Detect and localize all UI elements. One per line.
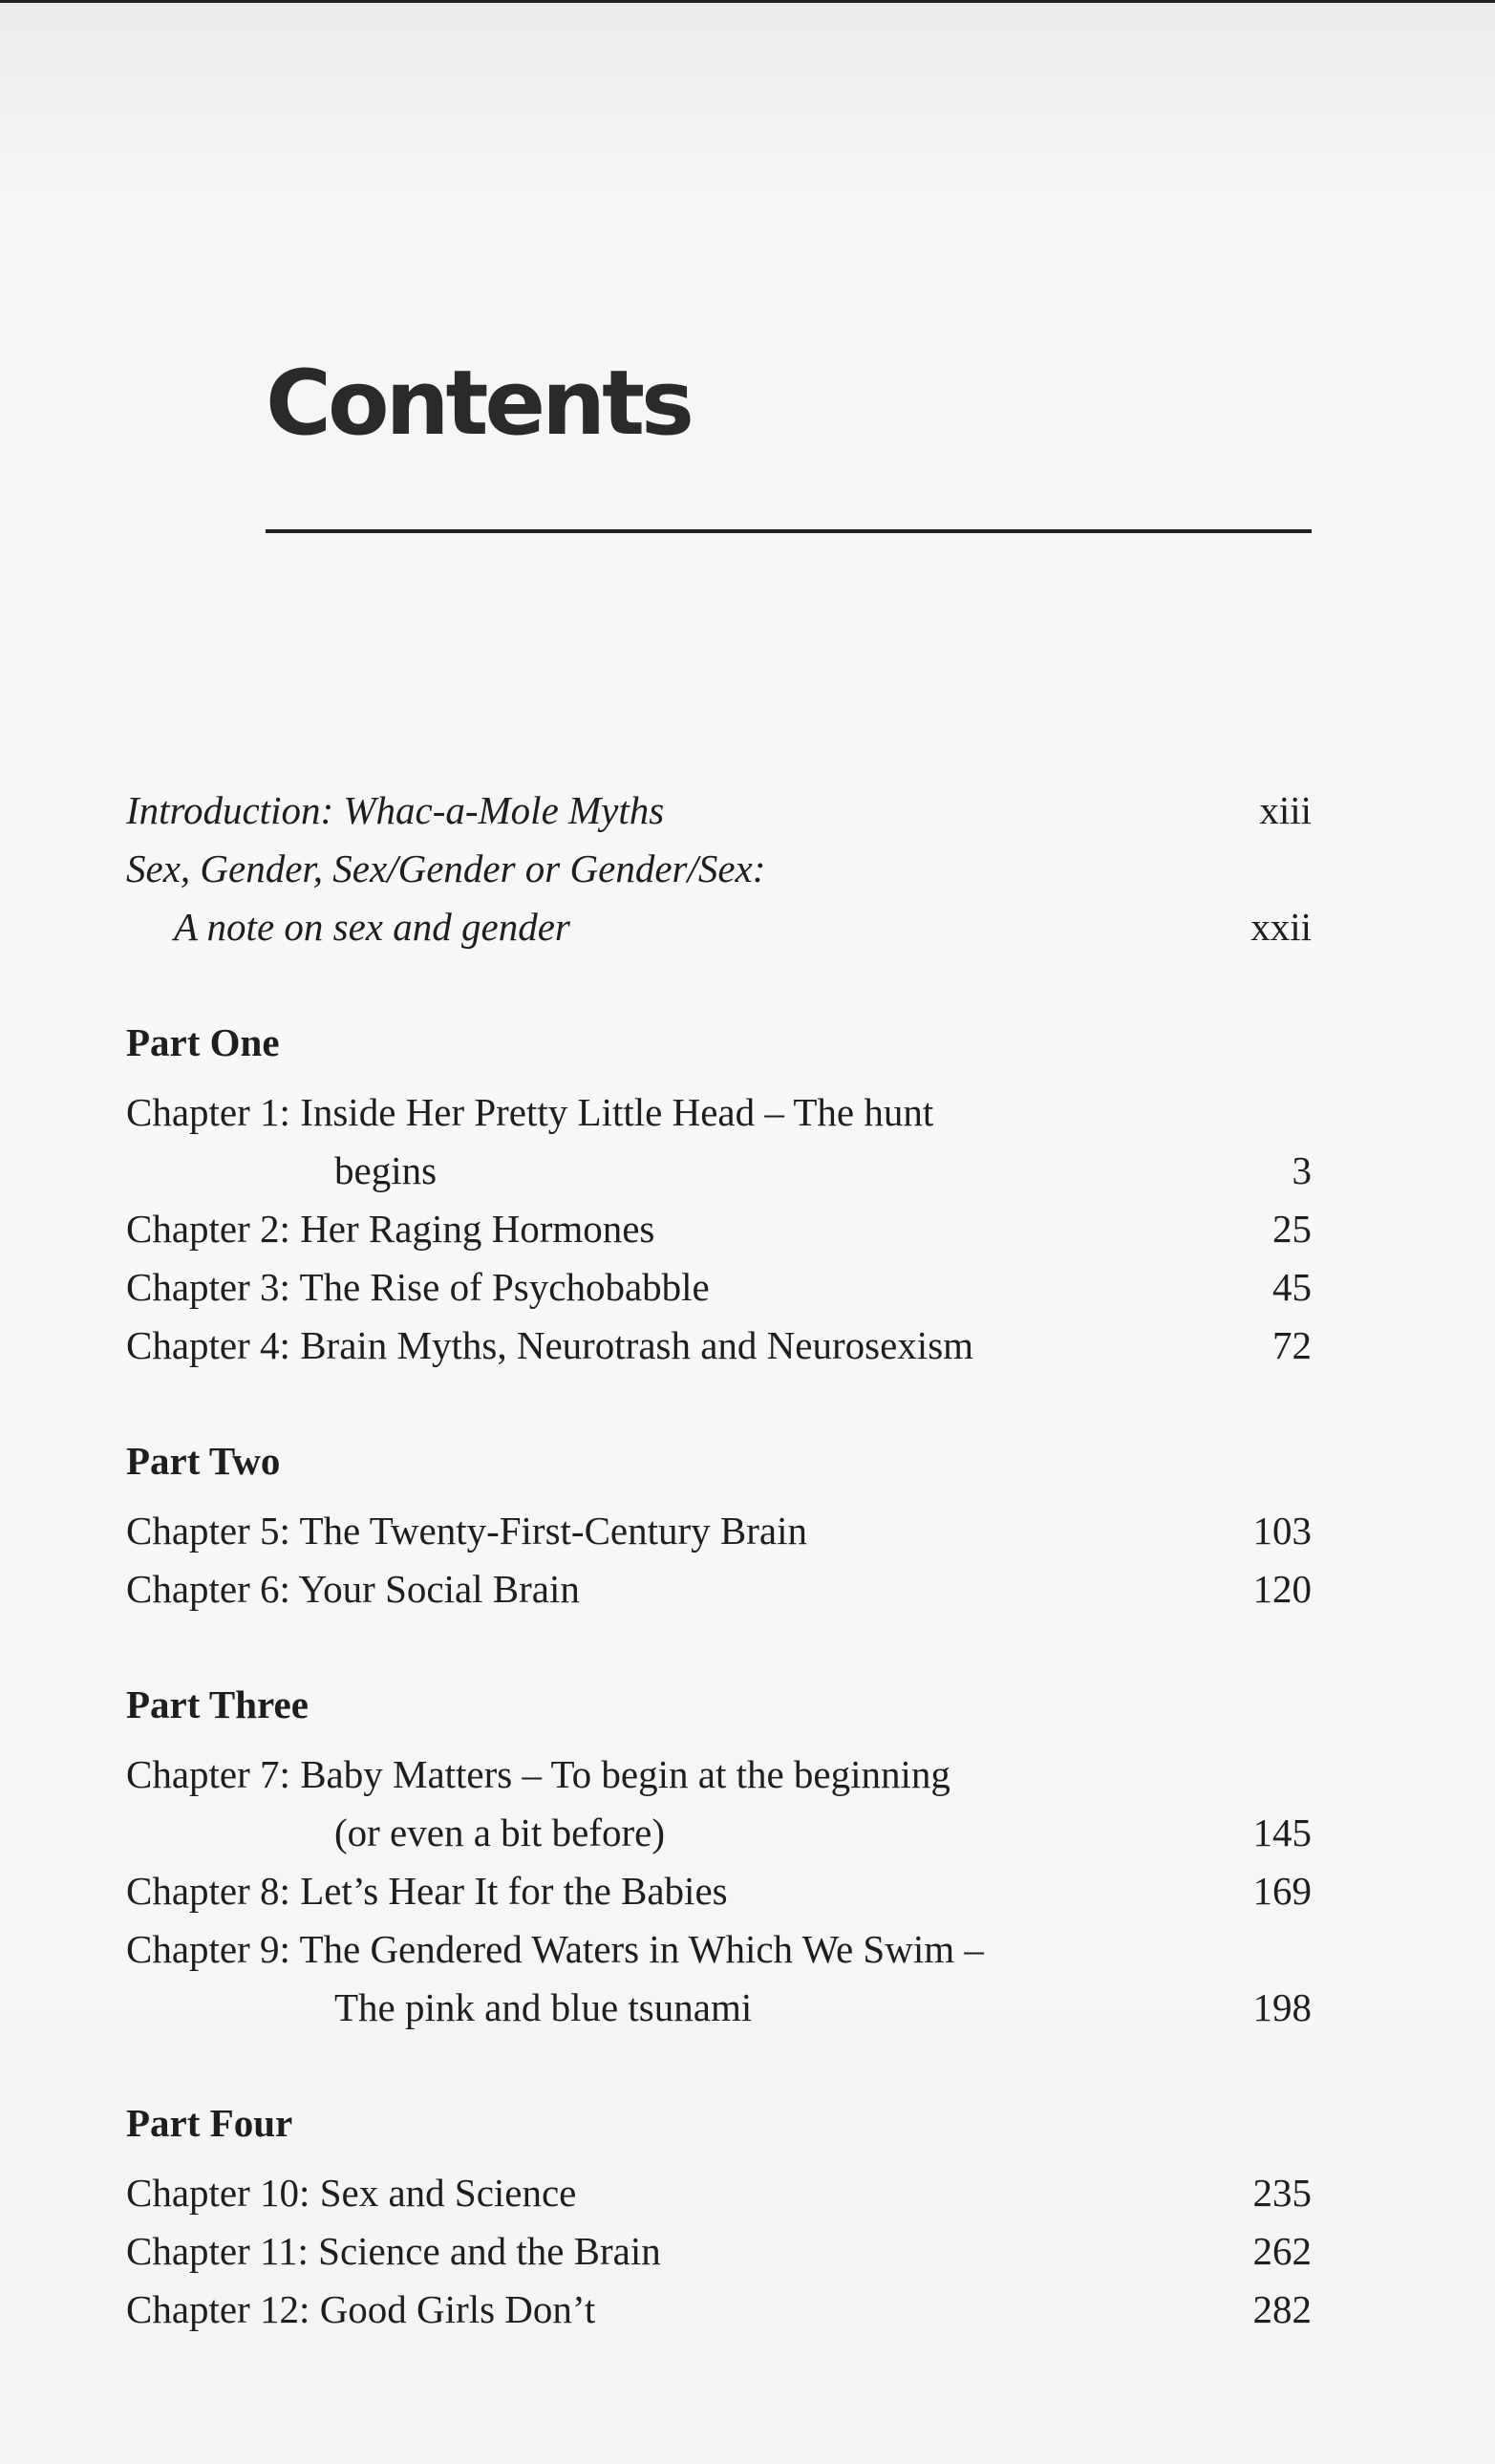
entry-page: xiii bbox=[1259, 788, 1312, 832]
chapter-label: Chapter 4: bbox=[126, 1323, 290, 1367]
toc-entry-chapter-7[interactable] bbox=[126, 1746, 1312, 1804]
entry-page: 198 bbox=[1252, 1985, 1312, 2029]
chapter-title: Inside Her Pretty Little Head – The hunt bbox=[300, 1090, 934, 1134]
entry-page: 72 bbox=[1272, 1323, 1312, 1367]
entry-page: 3 bbox=[1292, 1148, 1312, 1192]
chapter-label: Chapter 1: bbox=[126, 1090, 290, 1134]
toc-entry-chapter-7-cont[interactable] bbox=[126, 1804, 1312, 1862]
entry-page: 120 bbox=[1252, 1567, 1312, 1611]
entry-page: 235 bbox=[1252, 2171, 1312, 2215]
toc-entry-chapter-9-cont[interactable] bbox=[126, 1979, 1312, 2037]
chapter-title: Sex and Science bbox=[319, 2171, 577, 2215]
toc-entry-chapter-1[interactable] bbox=[126, 1083, 1312, 1142]
toc-entry-chapter-2[interactable] bbox=[126, 1200, 1312, 1258]
toc-entry-note-cont[interactable] bbox=[126, 898, 1312, 956]
chapter-label: Chapter 2: bbox=[126, 1207, 290, 1251]
chapter-title: The Twenty-First-Century Brain bbox=[299, 1509, 808, 1553]
toc-entry-chapter-4[interactable] bbox=[126, 1317, 1312, 1375]
part-heading: Part Three bbox=[126, 1682, 309, 1726]
entry-page: 25 bbox=[1272, 1207, 1312, 1251]
entry-title: Introduction: Whac-a-Mole Myths bbox=[126, 788, 665, 832]
entry-page: 282 bbox=[1252, 2287, 1312, 2331]
chapter-title: Your Social Brain bbox=[298, 1567, 580, 1611]
entry-page: xxii bbox=[1250, 905, 1312, 949]
chapter-label: Chapter 5: bbox=[126, 1509, 290, 1553]
page-title: Contents bbox=[266, 352, 691, 456]
chapter-label: Chapter 7: bbox=[126, 1752, 290, 1796]
chapter-label: Chapter 8: bbox=[126, 1869, 290, 1913]
entry-page: 103 bbox=[1252, 1509, 1312, 1553]
chapter-title: The Rise of Psychobabble bbox=[299, 1265, 710, 1309]
entry-title: Sex, Gender, Sex/Gender or Gender/Sex: bbox=[126, 846, 766, 890]
toc-entry-chapter-1-cont[interactable] bbox=[126, 1142, 1312, 1200]
toc-entry-chapter-8[interactable] bbox=[126, 1862, 1312, 1920]
entry-page: 145 bbox=[1252, 1811, 1312, 1854]
page-edge bbox=[0, 0, 1495, 3]
chapter-title: Baby Matters – To begin at the beginning bbox=[300, 1752, 950, 1796]
toc-entry-chapter-12[interactable] bbox=[126, 2281, 1312, 2339]
chapter-title-cont: The pink and blue tsunami bbox=[334, 1985, 753, 2029]
entry-page: 169 bbox=[1252, 1869, 1312, 1913]
chapter-title: Good Girls Don’t bbox=[319, 2287, 596, 2331]
chapter-label: Chapter 3: bbox=[126, 1265, 290, 1309]
toc-entry-chapter-10[interactable] bbox=[126, 2164, 1312, 2222]
entry-title: A note on sex and gender bbox=[174, 905, 570, 949]
toc-entry-note[interactable] bbox=[126, 840, 1312, 898]
part-heading: Part One bbox=[126, 1020, 280, 1064]
chapter-label: Chapter 6: bbox=[126, 1567, 290, 1611]
toc-entry-chapter-9[interactable] bbox=[126, 1920, 1312, 1979]
chapter-title-cont: (or even a bit before) bbox=[334, 1811, 666, 1854]
toc-entry-chapter-11[interactable] bbox=[126, 2222, 1312, 2281]
toc-entry-chapter-5[interactable] bbox=[126, 1502, 1312, 1560]
toc-entry-chapter-6[interactable] bbox=[126, 1560, 1312, 1618]
chapter-title: Brain Myths, Neurotrash and Neurosexism bbox=[300, 1323, 974, 1367]
chapter-title: Let’s Hear It for the Babies bbox=[300, 1869, 728, 1913]
toc-entry-chapter-3[interactable] bbox=[126, 1258, 1312, 1317]
chapter-label: Chapter 9: bbox=[126, 1927, 290, 1971]
chapter-title: Science and the Brain bbox=[318, 2229, 661, 2273]
part-heading: Part Two bbox=[126, 1439, 281, 1483]
toc-entry-introduction[interactable] bbox=[126, 782, 1312, 840]
table-of-contents bbox=[126, 782, 1312, 2339]
chapter-title: Her Raging Hormones bbox=[300, 1207, 655, 1251]
title-rule bbox=[266, 529, 1312, 533]
part-heading: Part Four bbox=[126, 2101, 293, 2145]
chapter-title-cont: begins bbox=[334, 1148, 438, 1192]
chapter-label: Chapter 11: bbox=[126, 2229, 309, 2273]
entry-page: 262 bbox=[1252, 2229, 1312, 2273]
entry-page: 45 bbox=[1272, 1265, 1312, 1309]
chapter-title: The Gendered Waters in Which We Swim – bbox=[299, 1927, 984, 1971]
chapter-label: Chapter 12: bbox=[126, 2287, 310, 2331]
chapter-label: Chapter 10: bbox=[126, 2171, 310, 2215]
